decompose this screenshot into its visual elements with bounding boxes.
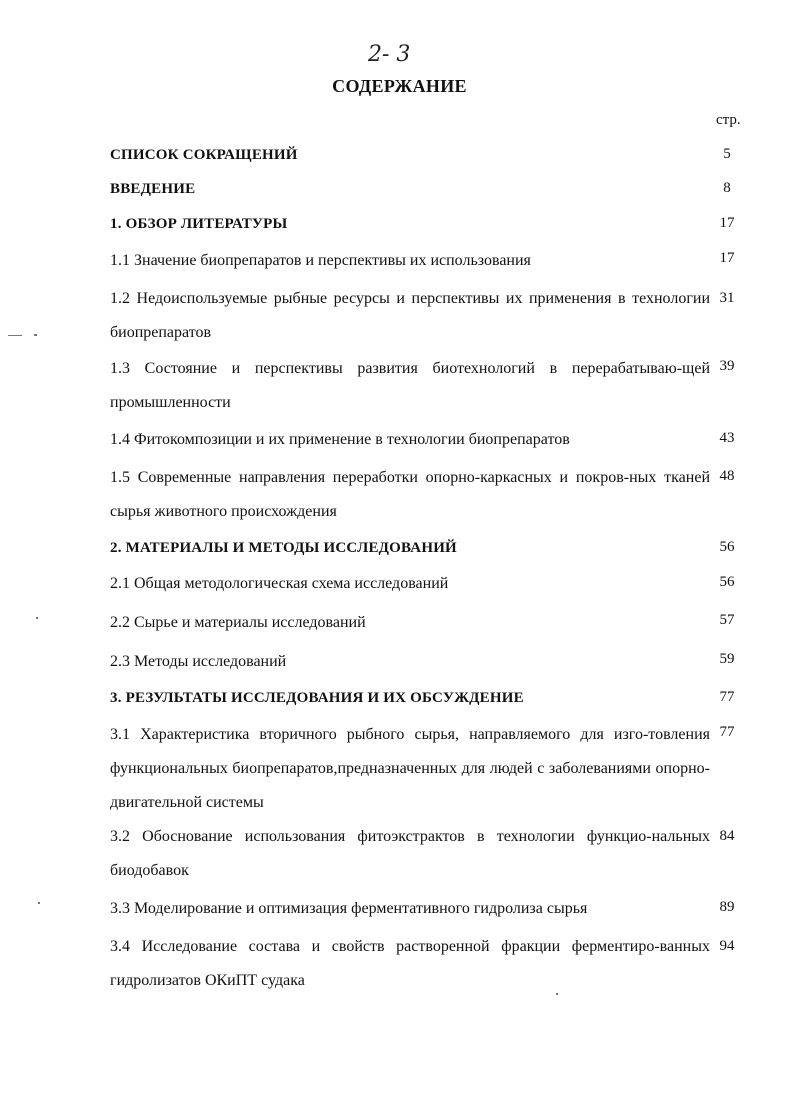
toc-entry-1-5: 1.5 Современные направления переработки опорно-каркасных и покров-ных тканей сырья животного происхождения xyxy=(110,469,710,520)
toc-entry-3-2: 3.2 Обоснование использования фитоэкстрактов в технологии функцио-нальных биодобавок xyxy=(110,828,710,879)
toc-page-number: 17 xyxy=(719,250,735,266)
toc-page-number: 17 xyxy=(719,215,735,231)
page-title: СОДЕРЖАНИЕ xyxy=(332,76,467,96)
scan-speck xyxy=(34,334,37,336)
toc-entry-1-2: 1.2 Недоиспользуемые рыбные ресурсы и перспективы их применения в технологии биопрепаратов xyxy=(110,290,710,341)
handwritten-page-mark: 2- 3 xyxy=(368,42,411,67)
toc-page-number: 56 xyxy=(719,574,735,590)
toc-page-number: 8 xyxy=(723,180,731,196)
toc-entry-chapter-3: 3. РЕЗУЛЬТАТЫ ИССЛЕДОВАНИЯ И ИХ ОБСУЖДЕНИЕ xyxy=(110,690,524,706)
toc-page-number: 43 xyxy=(719,430,735,446)
toc-entry-chapter-1: 1. ОБЗОР ЛИТЕРАТУРЫ xyxy=(110,216,288,232)
scan-speck xyxy=(36,617,38,619)
toc-entry-1-3: 1.3 Состояние и перспективы развития биотехнологий в перерабатываю-щей промышленности xyxy=(110,360,710,411)
toc-entry-2-3: 2.3 Методы исследований xyxy=(110,653,287,670)
toc-entry-1-1: 1.1 Значение биопрепаратов и перспективы их использования xyxy=(110,252,531,269)
toc-page-number: 5 xyxy=(723,146,731,162)
toc-entry-2-2: 2.2 Сырье и материалы исследований xyxy=(110,614,366,631)
scan-speck xyxy=(8,335,22,336)
toc-entry-3-3: 3.3 Моделирование и оптимизация ферментативного гидролиза сырья xyxy=(110,900,588,917)
toc-page-number: 77 xyxy=(719,689,735,705)
page-column-label: стр. xyxy=(716,112,741,128)
toc-page-number: 94 xyxy=(719,938,735,954)
toc-entry-2-1: 2.1 Общая методологическая схема исследований xyxy=(110,575,449,592)
toc-entry-3-1: 3.1 Характеристика вторичного рыбного сырья, направляемого для изго-товления функциональных биопрепаратов,предназначенных для людей с заболеваниями опорно-двигательной системы xyxy=(110,726,710,811)
scan-speck xyxy=(556,993,558,995)
toc-page-number: 59 xyxy=(719,651,735,667)
toc-page-number: 48 xyxy=(719,468,735,484)
toc-page-number: 57 xyxy=(719,612,735,628)
toc-page-number: 77 xyxy=(719,724,735,740)
toc-page-number: 56 xyxy=(719,539,735,555)
toc-entry-introduction: ВВЕДЕНИЕ xyxy=(110,181,196,197)
toc-entry-3-4: 3.4 Исследование состава и свойств растворенной фракции ферментиро-ванных гидролизатов ОКиПТ судака xyxy=(110,938,710,989)
toc-page-number: 31 xyxy=(719,290,735,306)
toc-page-number: 89 xyxy=(719,899,735,915)
toc-page-number: 84 xyxy=(719,828,735,844)
toc-entry-1-4: 1.4 Фитокомпозиции и их применение в технологии биопрепаратов xyxy=(110,431,570,448)
scan-speck xyxy=(38,902,40,904)
toc-entry-chapter-2: 2. МАТЕРИАЛЫ И МЕТОДЫ ИССЛЕДОВАНИЙ xyxy=(110,540,457,556)
toc-entry-abbreviations: СПИСОК СОКРАЩЕНИЙ xyxy=(110,147,298,163)
toc-page-number: 39 xyxy=(719,358,735,374)
